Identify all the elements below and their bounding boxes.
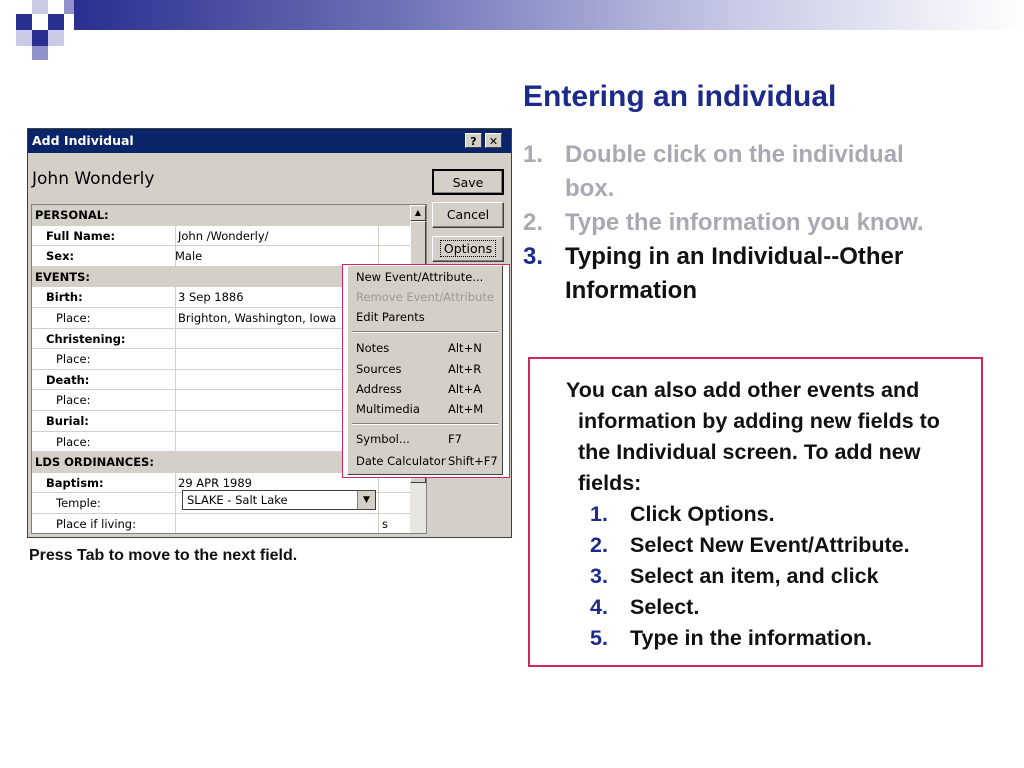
callout-item-text: Select New Event/Attribute. — [630, 533, 910, 557]
field-label: Burial: — [46, 414, 89, 428]
column-divider — [175, 349, 176, 369]
menu-item-label: Sources — [356, 362, 402, 376]
menu-separator — [352, 331, 498, 333]
field-label: Sex: — [46, 249, 75, 264]
dialog-title: Add Individual — [32, 133, 134, 148]
callout-intro: You can also add other events and information by adding new fields to the Individual screen. To add new fields: — [566, 378, 940, 495]
temple-select[interactable] — [182, 490, 376, 510]
options-menu-item[interactable] — [356, 402, 484, 416]
callout-item-number: 5. — [590, 626, 608, 650]
callout-item-text: Select. — [630, 595, 700, 619]
step-number: 3. — [523, 243, 544, 270]
callout-item — [590, 530, 910, 561]
step-text: Typing in an Individual--Other Information — [565, 243, 904, 304]
menu-item-label: Address — [356, 382, 402, 396]
menu-item-label: Multimedia — [356, 402, 420, 416]
decor-square — [48, 30, 64, 46]
callout-list — [590, 499, 910, 654]
field-label: Full Name: — [46, 228, 116, 243]
column-divider — [175, 493, 176, 513]
step-number: 2. — [523, 209, 544, 236]
decor-square — [16, 30, 32, 46]
dialog-titlebar[interactable] — [28, 129, 511, 153]
individual-name: John Wonderly — [32, 169, 155, 189]
field-label: EVENTS: — [35, 269, 90, 284]
menu-item-shortcut: F7 — [448, 432, 462, 446]
field-label: Baptism: — [46, 475, 104, 490]
options-menu-item[interactable] — [356, 341, 482, 355]
column-divider — [378, 226, 379, 246]
options-menu-item[interactable] — [356, 432, 462, 446]
field-value[interactable]: s — [382, 517, 388, 531]
menu-item-label: New Event/Attribute... — [356, 270, 484, 284]
field-label: Place: — [56, 434, 91, 449]
field-label: Temple: — [56, 496, 101, 511]
decor-square — [32, 30, 48, 46]
menu-item-label: Edit Parents — [356, 310, 425, 324]
grid-section-row — [32, 205, 410, 226]
menu-item-label: Remove Event/Attribute — [356, 290, 494, 304]
options-menu-panel — [347, 265, 503, 475]
options-menu-item[interactable] — [356, 310, 425, 324]
options-menu-item[interactable] — [356, 382, 482, 396]
scroll-up-arrow-icon[interactable]: ▲ — [410, 205, 426, 221]
step-text: Type the information you know. — [565, 209, 924, 236]
options-menu-item[interactable] — [356, 454, 498, 468]
column-divider — [175, 432, 176, 452]
options-menu — [342, 264, 510, 478]
decor-square — [32, 0, 48, 14]
callout-item-number: 1. — [590, 502, 608, 526]
step-item — [523, 206, 943, 240]
column-divider — [175, 329, 176, 349]
callout-item-number: 4. — [590, 595, 608, 619]
slide-title: Entering an individual — [523, 80, 837, 113]
field-value[interactable]: 29 APR 1989 — [178, 475, 253, 490]
menu-separator — [352, 423, 498, 425]
callout-item — [590, 499, 910, 530]
menu-item-shortcut: Alt+A — [448, 382, 482, 396]
column-divider — [175, 411, 176, 431]
save-button[interactable]: Save — [432, 169, 504, 195]
callout-item — [590, 592, 910, 623]
field-label: Birth: — [46, 290, 83, 305]
options-menu-item[interactable] — [356, 290, 494, 304]
column-divider — [175, 287, 176, 307]
grid-field-row[interactable] — [32, 226, 410, 247]
menu-item-shortcut: Shift+F7 — [448, 454, 498, 468]
field-label: Place: — [56, 352, 91, 367]
callout-item-text: Type in the information. — [630, 626, 873, 650]
field-label: Death: — [46, 372, 90, 387]
step-item-current — [523, 240, 943, 308]
column-divider — [175, 226, 176, 246]
column-divider — [175, 390, 176, 410]
menu-item-label: Notes — [356, 341, 390, 355]
menu-item-shortcut: Alt+R — [448, 362, 482, 376]
field-label: Place if living: — [56, 517, 136, 531]
callout-item-number: 3. — [590, 564, 608, 588]
menu-item-label: Date Calculator — [356, 454, 446, 468]
field-value[interactable]: Brighton, Washington, Iowa — [178, 311, 337, 325]
callout-item — [590, 561, 910, 592]
callout-item-text: Click Options. — [630, 502, 775, 526]
field-label: Christening: — [46, 331, 126, 346]
options-menu-item[interactable] — [356, 362, 482, 376]
instructions-callout — [528, 357, 983, 667]
field-label: LDS ORDINANCES: — [35, 455, 154, 470]
column-divider — [175, 473, 176, 493]
options-button[interactable] — [432, 236, 504, 262]
header-gradient-bar — [74, 0, 1024, 30]
step-item — [523, 138, 943, 206]
help-button[interactable]: ? — [465, 133, 482, 148]
field-value[interactable]: Male — [175, 249, 203, 264]
step-text: Double click on the individual box. — [565, 141, 904, 202]
step-number: 1. — [523, 141, 544, 168]
steps-list — [523, 138, 943, 308]
callout-item-number: 2. — [590, 533, 608, 557]
column-divider — [175, 370, 176, 390]
callout-item — [590, 623, 910, 654]
field-label: PERSONAL: — [35, 208, 109, 222]
column-divider — [175, 308, 176, 328]
grid-field-row[interactable] — [32, 514, 410, 534]
column-divider — [378, 514, 379, 534]
decor-square — [48, 14, 64, 30]
field-label: Place: — [56, 393, 91, 408]
menu-item-shortcut: Alt+N — [448, 341, 482, 355]
field-label: Place: — [56, 311, 91, 325]
column-divider — [175, 514, 176, 534]
close-button[interactable]: ✕ — [485, 133, 502, 148]
decor-square — [32, 46, 48, 60]
decor-square — [64, 0, 74, 14]
callout-item-text: Select an item, and click — [630, 564, 879, 588]
menu-item-label: Symbol... — [356, 432, 410, 446]
decor-square — [16, 14, 32, 30]
temple-select-value: SLAKE - Salt Lake — [187, 493, 288, 507]
dropdown-arrow-icon[interactable]: ▼ — [357, 491, 375, 509]
field-value[interactable]: 3 Sep 1886 — [178, 290, 244, 305]
cancel-button[interactable]: Cancel — [432, 202, 504, 228]
slide-caption: Press Tab to move to the next field. — [29, 547, 298, 564]
field-value[interactable]: John /Wonderly/ — [178, 228, 269, 243]
column-divider — [378, 493, 379, 513]
options-button-label: Options — [440, 240, 496, 257]
options-menu-item[interactable] — [356, 270, 483, 284]
menu-item-shortcut: Alt+M — [448, 402, 484, 416]
